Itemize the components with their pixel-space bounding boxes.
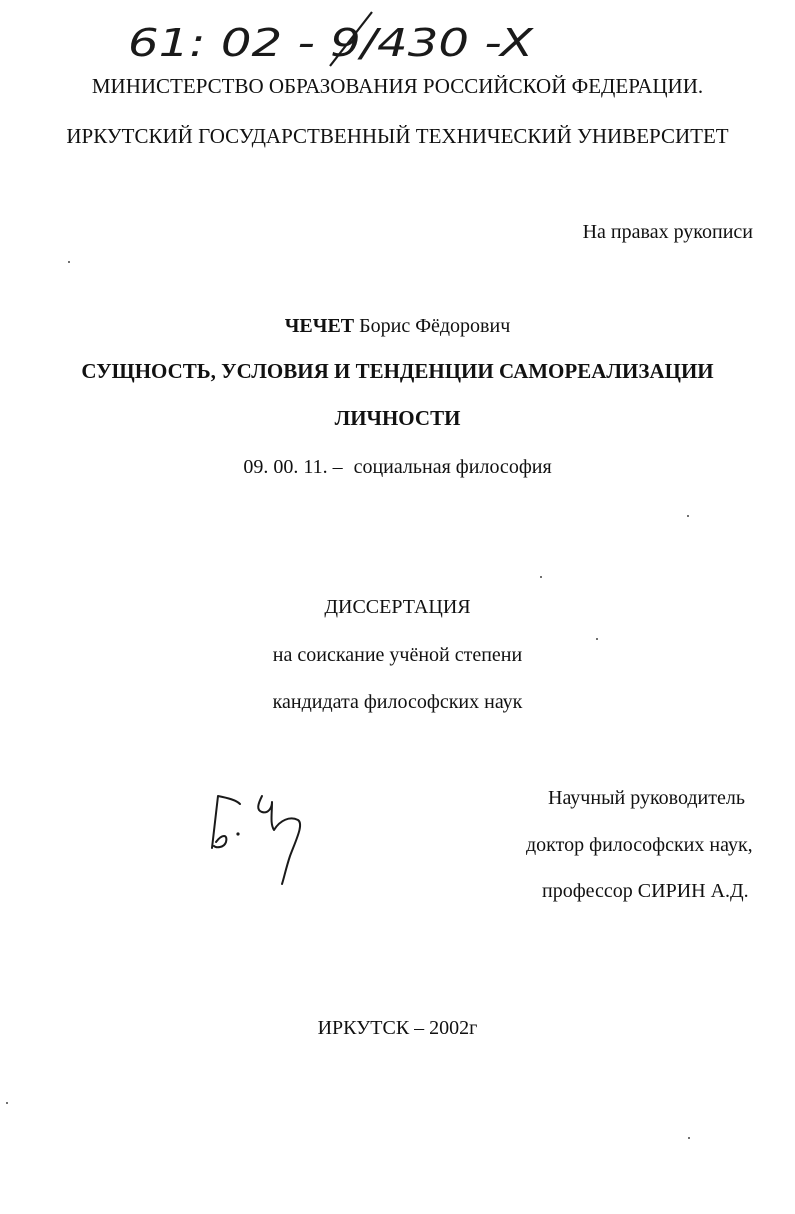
degree-line1: на соискание учёной степени bbox=[272, 644, 523, 666]
place-year: ИРКУТСК – 2002г bbox=[317, 1017, 478, 1039]
specialty-code: 09. 00. 11. – bbox=[243, 456, 343, 478]
author-line bbox=[0, 314, 795, 338]
specialty-name: социальная философия bbox=[353, 456, 552, 478]
scan-speck bbox=[6, 1102, 8, 1104]
scan-speck bbox=[68, 261, 70, 263]
dissertation-title-line1: СУЩНОСТЬ, УСЛОВИЯ И ТЕНДЕНЦИИ САМОРЕАЛИЗАЦИИ bbox=[81, 359, 714, 383]
degree-line2: кандидата философских наук bbox=[272, 691, 523, 713]
document-type: ДИССЕРТАЦИЯ bbox=[324, 596, 471, 618]
supervisor-degree: доктор философских наук, bbox=[526, 834, 753, 856]
author-given-names: Борис Фёдорович bbox=[359, 315, 511, 337]
supervisor-name: профессор СИРИН А.Д. bbox=[542, 880, 749, 902]
university-heading: ИРКУТСКИЙ ГОСУДАРСТВЕННЫЙ ТЕХНИЧЕСКИЙ УНИВЕРСИТЕТ bbox=[66, 124, 729, 148]
supervisor-label: Научный руководитель bbox=[548, 787, 745, 809]
ministry-heading: МИНИСТЕРСТВО ОБРАЗОВАНИЯ РОССИЙСКОЙ ФЕДЕРАЦИИ. bbox=[91, 74, 704, 98]
archive-code-handwritten bbox=[120, 8, 560, 70]
scan-speck bbox=[687, 515, 689, 517]
specialty-line bbox=[0, 455, 795, 479]
archive-code-text: 61: 02 - 9/430 -X bbox=[128, 21, 535, 65]
scan-speck bbox=[596, 638, 598, 640]
scan-speck bbox=[688, 1137, 690, 1139]
manuscript-note: На правах рукописи bbox=[582, 221, 753, 243]
author-surname: ЧЕЧЕТ bbox=[284, 315, 355, 337]
scan-speck bbox=[540, 576, 542, 578]
dissertation-title-line2: ЛИЧНОСТИ bbox=[334, 406, 461, 430]
signature bbox=[200, 790, 320, 890]
